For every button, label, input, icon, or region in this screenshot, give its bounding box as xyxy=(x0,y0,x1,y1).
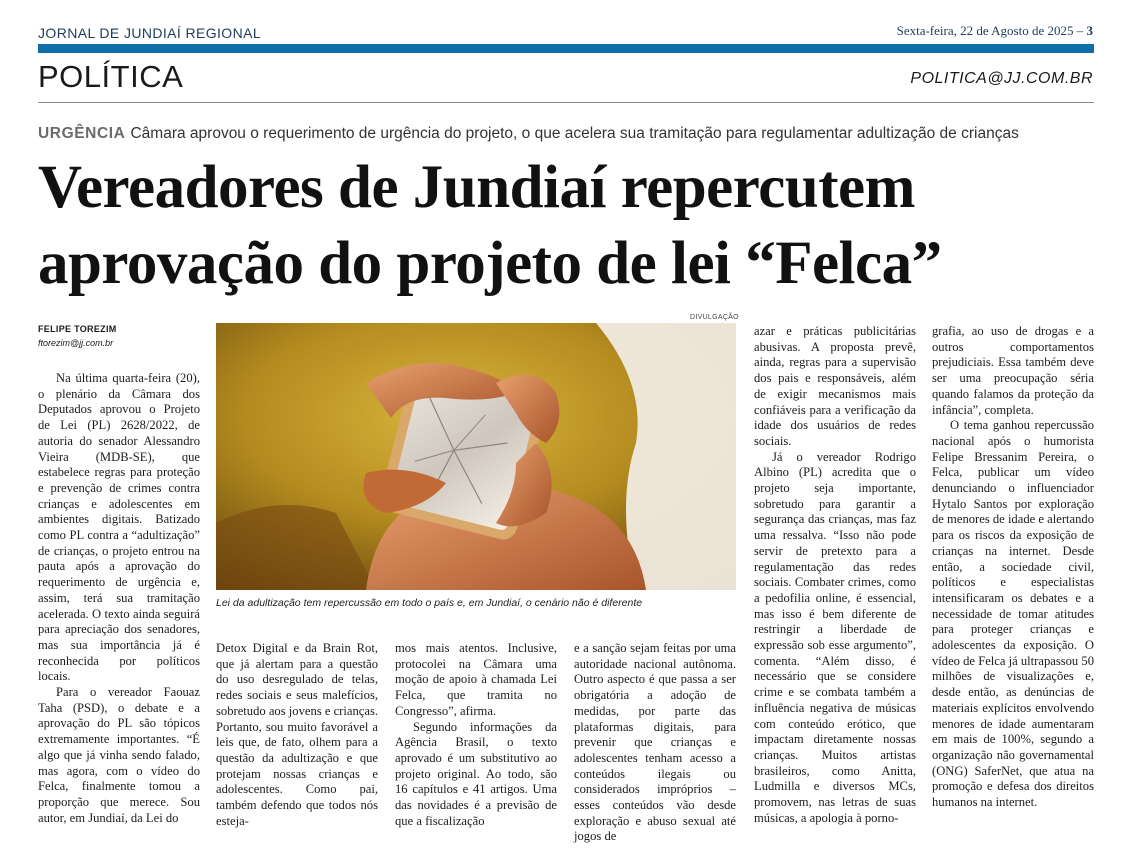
hands-holding-phone-illustration xyxy=(216,323,736,590)
photo-credit: DIVULGAÇÃO xyxy=(690,314,739,321)
headline-line-1: Vereadores de Jundiaí repercutem xyxy=(38,154,915,221)
body-paragraph: Segundo informações da Agência Brasil, o texto aprovado é um substitutivo ao projeto original. Ao todo, são 16 capítulos e 41 artigos. Uma das novidades é a previsão de que a fiscalização xyxy=(395,719,557,828)
body-paragraph: Detox Digital e da Brain Rot, que já alertam para a questão do uso desregulado de telas, redes sociais e seus malefícios, sobretudo aos jovens e crianças. Portanto, sou muito favorável a leis que, de fato, olhem para a questão da adultização e que protejam nossas crianças e adolescentes. Como pai, também defendo que todos nós esteja- xyxy=(216,641,378,828)
article-headline xyxy=(38,150,1098,302)
article-column-6 xyxy=(932,324,1094,811)
photo-caption: Lei da adultização tem repercussão em todo o país e, em Jundiaí, o cenário não é diferente xyxy=(216,597,643,609)
body-paragraph: Para o vereador Faouaz Taha (PSD), o debate e a aprovação do PL são tópicos extremamente importantes. “É algo que já vinha sendo falado, mas agora, com o vídeo do Felca, finalmente tomou a proporção que merece. Sou autor, em Jundiaí, da Lei do xyxy=(38,685,200,825)
section-email: POLITICA@JJ.COM.BR xyxy=(910,70,1093,87)
author-name: FELIPE TOREZIM xyxy=(38,324,117,334)
page-number: 3 xyxy=(1086,23,1093,38)
body-paragraph: e a sanção sejam feitas por uma autoridade nacional autônoma. Outro aspecto é que passa a ser obrigatória a adoção de medidas, por parte das plataformas digitais, para prevenir que crianças e adolescentes tenham acesso a conteúdos ilegais ou considerados impróprios – esses conteúdos vão desde exploração e abuso sexual até jogos de xyxy=(574,641,736,844)
article-column-4 xyxy=(574,641,736,845)
author-email: ftorezim@jj.com.br xyxy=(38,338,114,348)
section-title: POLÍTICA xyxy=(38,59,184,94)
article-column-1 xyxy=(38,371,200,826)
page-date-line: Sexta-feira, 22 de Agosto de 2025 – 3 xyxy=(896,23,1093,38)
body-paragraph: mos mais atentos. Inclusive, protocolei na Câmara uma moção de apoio à chamada Lei Felca, que tramita no Congresso”, afirma. xyxy=(395,641,557,718)
article-column-2 xyxy=(216,641,378,829)
article-kicker xyxy=(38,125,1019,143)
body-paragraph: Já o vereador Rodrigo Albino (PL) acredita que o projeto seja importante, sobretudo para garantir a segurança das crianças, mas faz uma ressalva. “Isso não pode servir de pretexto para a regulamentação das redes sociais. Combater crimes, como a pedofilia online, é essencial, mas isso é bem diferente de restringir a liberdade de expressão sob esse argumento”, comenta. “Além disso, é necessário que se considere crime e se combata também a influência negativa de músicas com conteúdo erótico, que impactam diretamente nossas crianças. Muitos artistas brasileiros, como Anitta, Ludmilla e diversos MCs, promovem, nas letras de suas músicas, a apologia à porno- xyxy=(754,449,916,825)
article-column-5 xyxy=(754,324,916,827)
body-paragraph: Na última quarta-feira (20), o plenário da Câmara dos Deputados aprovou o Projeto de Lei (PL) 2628/2022, de autoria do senador Alessandro Vieira (MDB-SE), que estabelece regras para proteção e prevenção de crimes contra crianças e adolescentes em ambientes digitais. Batizado como PL contra a “adultização” de crianças, o projeto entrou na pauta após a aprovação do requerimento de urgência e, assim, terá sua tramitação acelerada. O texto ainda seguirá para apreciação dos senadores, mas sua importância já é reconhecida por políticos locais. xyxy=(38,371,200,684)
article-photo xyxy=(216,323,736,590)
newspaper-name: JORNAL DE JUNDIAÍ REGIONAL xyxy=(38,25,262,41)
body-paragraph: O tema ganhou repercussão nacional após o humorista Felipe Bressanim Pereira, o Felca, publicar um vídeo denunciando o influenciador Hytalo Santos por exploração de menores de idade e alertando para os riscos da exposição de crianças na internet. Desde então, a sociedade civil, políticos e especialistas intensificaram os debates e a necessidade de tomar atitudes para proteger crianças e adolescentes da exposição. O vídeo de Felca já ultrapassou 50 milhões de visualizações e, desde então, as denúncias de materiais explícitos envolvendo menores de idade aumentaram em mais de 100%, segundo a organização não governamental (ONG) SaferNet, que atua na promoção e defesa dos direitos humanos na internet. xyxy=(932,418,1094,810)
kicker-tag: URGÊNCIA xyxy=(38,125,126,142)
accent-bar xyxy=(38,44,1094,53)
issue-date: Sexta-feira, 22 de Agosto de 2025 xyxy=(896,23,1074,38)
body-paragraph: grafia, ao uso de drogas e a outros comportamentos prejudiciais. Essa também deve ser uma preocupação séria quando falamos da proteção da infância”, completa. xyxy=(932,324,1094,417)
article-column-3 xyxy=(395,641,557,829)
body-paragraph: azar e práticas publicitárias abusivas. A proposta prevê, ainda, regras para a supervisão dos pais e responsáveis, além de exigir mecanismos mais confiáveis para a verificação da idade dos usuários de redes sociais. xyxy=(754,324,916,448)
section-divider xyxy=(38,102,1094,103)
headline-line-2: aprovação do projeto de lei “Felca” xyxy=(38,230,942,297)
kicker-text: Câmara aprovou o requerimento de urgência do projeto, o que acelera sua tramitação para regulamentar adultização de crianças xyxy=(130,125,1019,142)
